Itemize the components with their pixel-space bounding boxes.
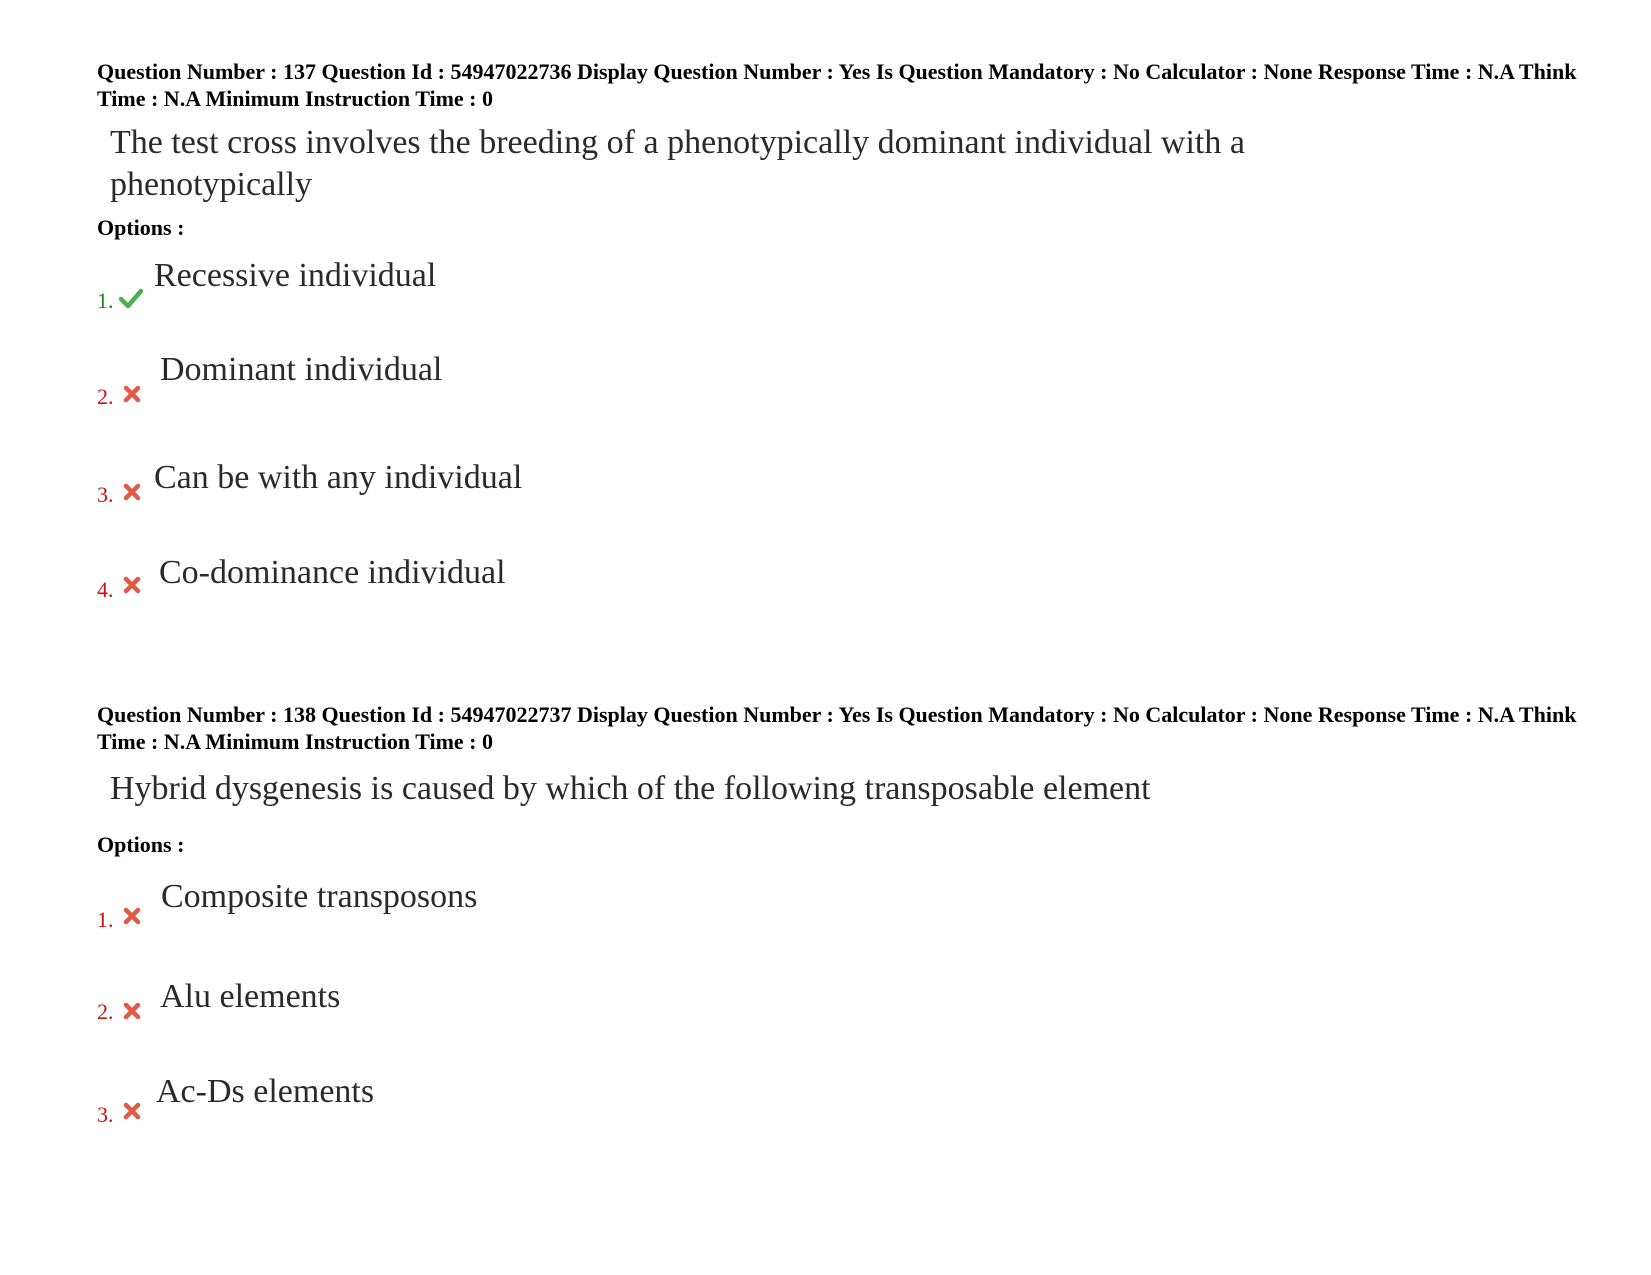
option-item bbox=[97, 458, 997, 518]
option-item bbox=[97, 256, 997, 316]
options-heading: Options : bbox=[97, 215, 185, 240]
question-text: Hybrid dysgenesis is caused by which of the following transposable element bbox=[110, 770, 1151, 807]
check-icon bbox=[119, 287, 143, 309]
option-item bbox=[97, 977, 997, 1037]
option-number: 2. bbox=[97, 999, 114, 1024]
option-number: 2. bbox=[97, 384, 114, 409]
option-number: 4. bbox=[97, 577, 114, 602]
option-text: Can be with any individual bbox=[154, 459, 523, 496]
option-text: Alu elements bbox=[160, 978, 341, 1015]
cross-icon bbox=[121, 1101, 145, 1123]
option-item bbox=[97, 350, 997, 410]
option-item bbox=[97, 553, 997, 613]
cross-icon bbox=[121, 575, 145, 597]
option-text: Ac-Ds elements bbox=[156, 1073, 375, 1110]
option-number: 1. bbox=[97, 288, 114, 313]
option-item bbox=[97, 1072, 997, 1132]
option-number: 3. bbox=[97, 1102, 114, 1127]
option-text: Co-dominance individual bbox=[159, 554, 506, 591]
option-number: 1. bbox=[97, 907, 114, 932]
option-number: 3. bbox=[97, 482, 114, 507]
option-text: Composite transposons bbox=[161, 878, 478, 915]
option-item bbox=[97, 877, 997, 937]
options-heading: Options : bbox=[97, 832, 185, 857]
option-text: Dominant individual bbox=[160, 351, 443, 388]
cross-icon bbox=[121, 1001, 145, 1023]
question-meta: Question Number : 138 Question Id : 54947022737 Display Question Number : Yes Is Question Mandatory : No Calculator : None Response Time : N.A Think Time : N.A Minimum Instruction Time : 0 bbox=[97, 702, 1577, 754]
cross-icon bbox=[121, 906, 145, 928]
question-meta: Question Number : 137 Question Id : 54947022736 Display Question Number : Yes Is Question Mandatory : No Calculator : None Response Time : N.A Think Time : N.A Minimum Instruction Time : 0 bbox=[97, 59, 1577, 111]
cross-icon bbox=[121, 384, 145, 406]
cross-icon bbox=[121, 482, 145, 504]
option-text: Recessive individual bbox=[154, 257, 437, 294]
question-text: The test cross involves the breeding of a phenotypically dominant individual with a phenotypically bbox=[110, 124, 1245, 203]
